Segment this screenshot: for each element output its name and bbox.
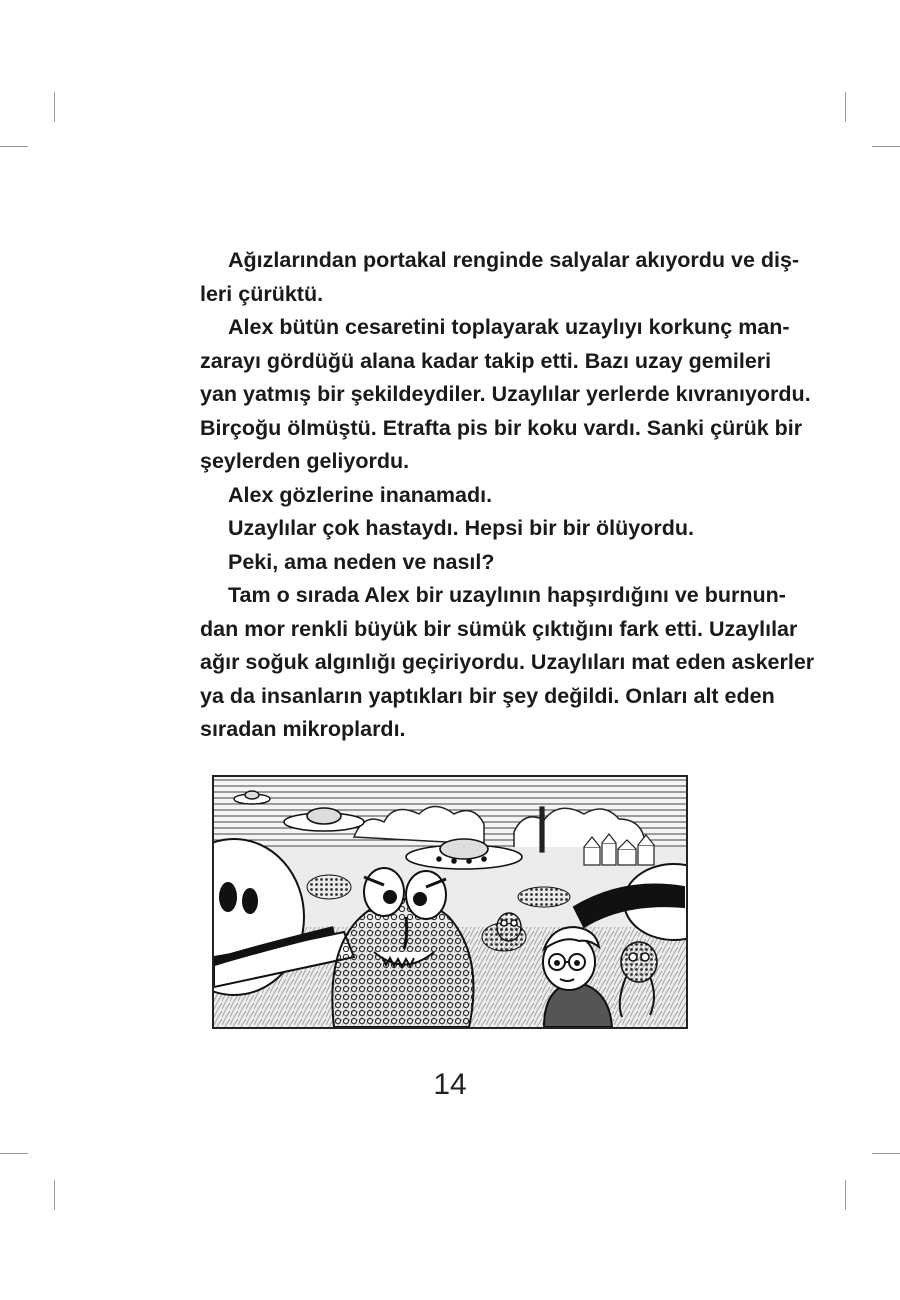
paragraph-2 xyxy=(172,311,811,479)
text-line: dan mor renkli büyük bir sümük çıktığını fark etti. Uzaylılar xyxy=(200,616,798,641)
text-line: zarayı gördüğü alana kadar takip etti. Bazı uzay gemileri xyxy=(200,348,772,373)
body-text xyxy=(172,244,815,747)
crop-mark-bottom-right-vertical xyxy=(845,1180,846,1210)
text-line: Uzaylılar çok hastaydı. Hepsi bir bir ölüyordu. xyxy=(228,516,694,540)
text-line: Ağızlarından portakal renginde salyalar akıyordu ve diş- xyxy=(228,248,800,272)
paragraph-1 xyxy=(172,244,800,311)
paragraph-6 xyxy=(172,579,815,747)
paragraph-4 xyxy=(172,512,728,546)
text-line: Birçoğu ölmüştü. Etrafta pis bir koku vardı. Sanki çürük bir xyxy=(200,415,803,440)
crop-mark-top-left-vertical xyxy=(54,92,55,122)
page-number: 14 xyxy=(433,1068,467,1101)
text-line: yan yatmış bir şekildeydiler. Uzaylılar yerlerde kıvranıyordu. xyxy=(200,382,811,406)
alien-landscape-illustration xyxy=(212,775,688,1029)
text-line: Alex gözlerine inanamadı. xyxy=(228,482,493,507)
crop-mark-top-right-vertical xyxy=(845,92,846,122)
crop-mark-bottom-left-vertical xyxy=(54,1180,55,1210)
crop-mark-bottom-right-horizontal xyxy=(872,1153,900,1154)
paragraph-3 xyxy=(172,479,728,513)
text-line: ağır soğuk algınlığı geçiriyordu. Uzaylıları mat eden askerler xyxy=(200,650,815,674)
crop-mark-top-right-horizontal xyxy=(872,146,900,147)
small-alien xyxy=(497,913,521,941)
crop-mark-top-left-horizontal xyxy=(0,146,28,147)
text-line: sıradan mikroplardı. xyxy=(200,717,406,741)
illustration-drawing xyxy=(214,777,686,1027)
text-line: Alex bütün cesaretini toplayarak uzaylıyı korkunç man- xyxy=(228,315,790,339)
crop-mark-bottom-left-horizontal xyxy=(0,1153,28,1154)
paragraph-5 xyxy=(172,546,728,580)
text-line: şeylerden geliyordu. xyxy=(200,449,410,473)
text-line: leri çürüktü. xyxy=(200,281,324,306)
text-line: Peki, ama neden ve nasıl? xyxy=(228,549,495,574)
text-line: Tam o sırada Alex bir uzaylının hapşırdığını ve burnun- xyxy=(228,583,786,607)
text-line: ya da insanların yaptıkları bir şey değildi. Onları alt eden xyxy=(200,683,775,708)
